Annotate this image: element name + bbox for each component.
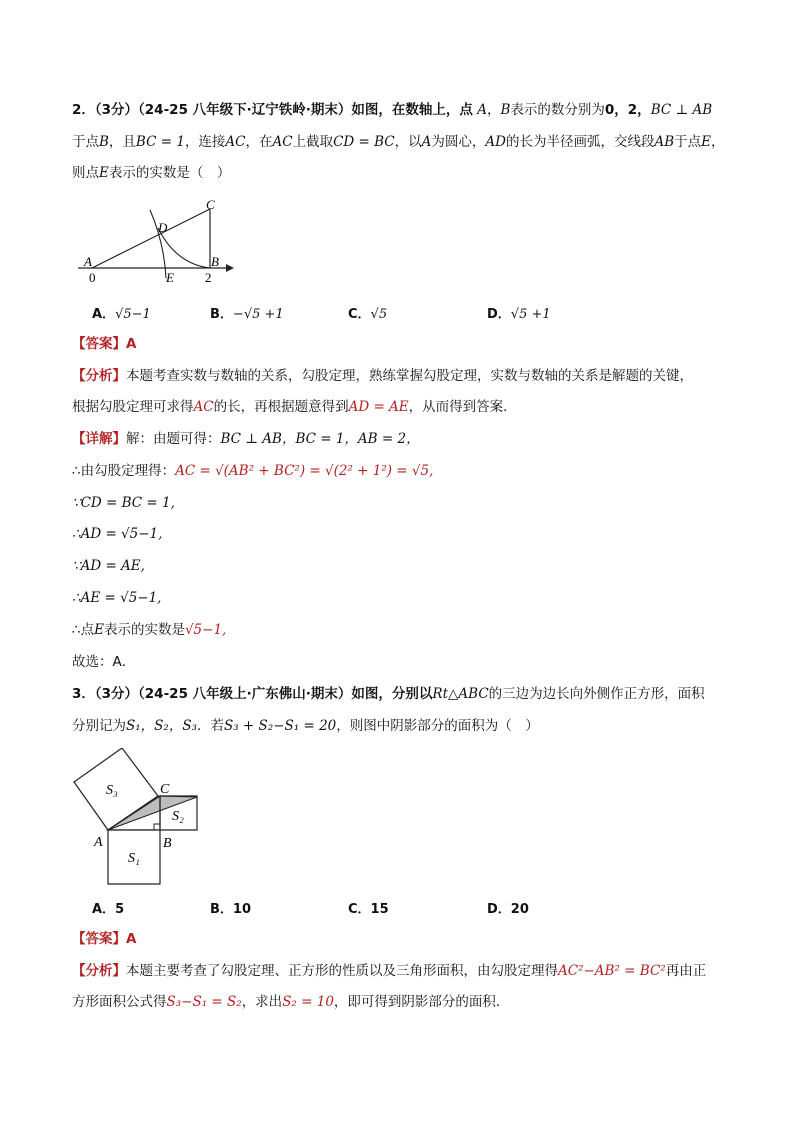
q2-figure	[72, 192, 248, 288]
q3-option-b[interactable]: B．10	[210, 902, 252, 917]
q2-analysis-1: 【分析】本题考查实数与数轴的关系，勾股定理，熟练掌握勾股定理，实数与数轴的关系是解题的关键，	[72, 368, 693, 384]
q2-option-d[interactable]: D．√5 +1	[487, 307, 551, 322]
q3-figure	[66, 748, 206, 890]
label-D: D	[158, 220, 168, 235]
q2-choose: 故选：A．	[72, 654, 136, 670]
q2-line-3: 则点E表示的实数是（ ）	[72, 165, 231, 181]
q3-option-d[interactable]: D．20	[487, 902, 529, 917]
q3-option-a[interactable]: A．5	[92, 902, 125, 917]
label-B: B	[211, 254, 219, 269]
q2-answer: 【答案】A	[72, 336, 137, 352]
q3-line-1: 3．（3分）（24-25 八年级上·广东佛山·期末）如图，分别以Rt△ABC的三边为边长向外侧作正方形，面积	[72, 686, 705, 702]
label-C: C	[206, 197, 215, 212]
label-S3: S₃	[106, 783, 118, 798]
q2-option-a[interactable]: A．√5−1	[92, 307, 151, 322]
q3-analysis-2: 方形面积公式得S₃−S₁ = S₂，求出S₂ = 10，即可得到阴影部分的面积．	[72, 994, 510, 1010]
q2-line-1: 2．（3分）（24-25 八年级下·辽宁铁岭·期末）如图，在数轴上，点 A，B表示的数分别为0，2，BC ⊥ AB	[72, 102, 713, 118]
q3-option-c[interactable]: C．15	[348, 902, 389, 917]
label-S2: S₂	[172, 809, 184, 824]
label-zero: 0	[89, 270, 96, 285]
label-A: A	[94, 835, 103, 850]
label-E: E	[166, 270, 174, 285]
segment-AC	[92, 209, 210, 268]
label-B: B	[163, 836, 172, 851]
label-two: 2	[205, 270, 212, 285]
q2-detail-7: ∴点E表示的实数是√5−1,	[72, 622, 227, 638]
q3-line-2: 分别记为S₁，S₂，S₃．若S₃ + S₂−S₁ = 20，则图中阴影部分的面积为（ ）	[72, 718, 539, 734]
q2-line-2: 于点B，且BC = 1，连接AC，在AC上截取CD = BC，以A为圆心，AD的长为半径画弧，交线段AB于点E，	[72, 134, 725, 150]
right-angle-mark	[154, 824, 160, 830]
q2-detail-4: ∴AD = √5−1,	[72, 526, 163, 542]
q2-detail-5: ∵AD = AE,	[72, 558, 145, 574]
q2-detail-3: ∵CD = BC = 1,	[72, 495, 175, 511]
q2-detail-6: ∴AE = √5−1,	[72, 590, 162, 606]
q3-analysis-1: 【分析】本题主要考查了勾股定理、正方形的性质以及三角形面积，由勾股定理得AC²−AB² = BC²再由正	[72, 963, 707, 979]
q3-answer: 【答案】A	[72, 931, 137, 947]
label-S1: S₁	[128, 851, 140, 866]
q2-option-c[interactable]: C．√5	[348, 307, 388, 322]
q2-analysis-2: 根据勾股定理可求得AC的长，再根据题意得到AD = AE，从而得到答案．	[72, 399, 517, 415]
label-C: C	[160, 782, 170, 797]
q2-detail-2: ∴由勾股定理得：AC = √(AB² + BC²) = √(2² + 1²) = √5,	[72, 463, 434, 479]
axis-arrow-icon	[226, 264, 234, 272]
q2-detail-1: 【详解】解：由题可得：BC ⊥ AB，BC = 1，AB = 2，	[72, 431, 420, 447]
q2-option-b[interactable]: B．−√5 +1	[210, 307, 284, 322]
label-A: A	[84, 254, 92, 269]
